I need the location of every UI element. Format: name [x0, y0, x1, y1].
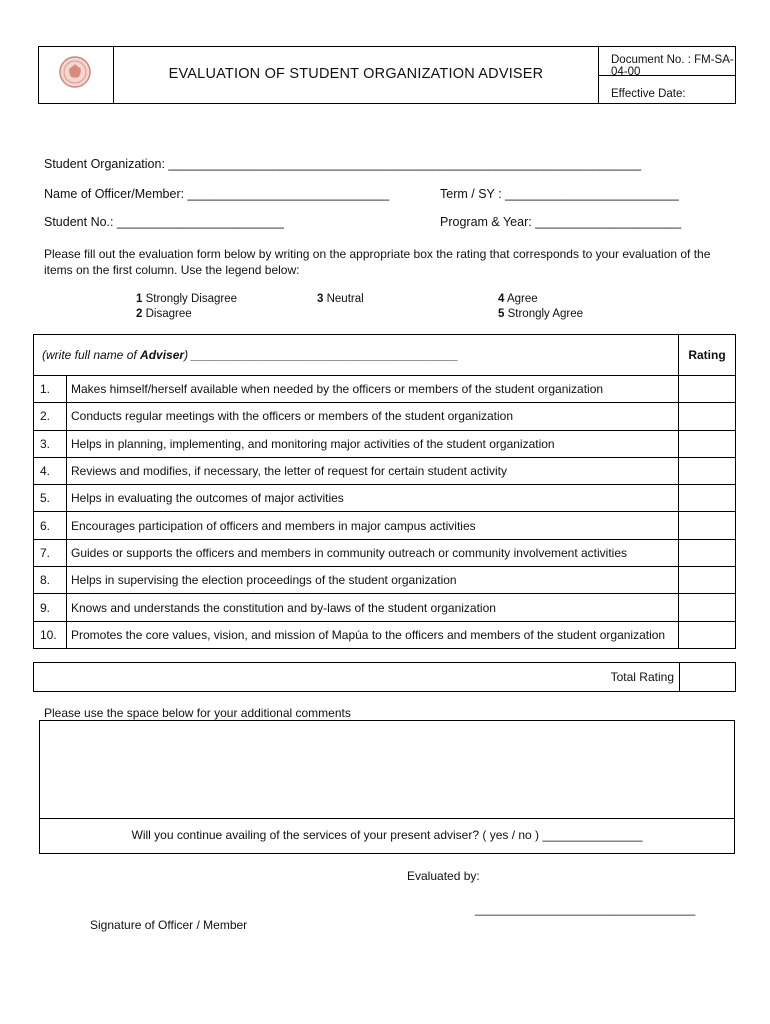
- comments-label: Please use the space below for your additional comments: [44, 706, 351, 720]
- table-row: [34, 539, 736, 566]
- rating-input-cell[interactable]: [679, 457, 736, 484]
- table-row: [34, 430, 736, 457]
- legend-col-1: [136, 292, 237, 322]
- legend-item: 1 Strongly Disagree: [136, 293, 238, 305]
- student-no-field[interactable]: Student No.: ________________________: [44, 215, 284, 229]
- rating-input-cell[interactable]: [679, 567, 736, 594]
- item-number: 9.: [34, 594, 67, 621]
- adviser-name-cell[interactable]: (write full name of Adviser) ________________________________________: [34, 335, 679, 376]
- table-row: [34, 376, 736, 403]
- legend-col-3: [498, 292, 583, 322]
- item-text: Conducts regular meetings with the officers or members of the student organization: [67, 403, 679, 430]
- item-text: Promotes the core values, vision, and mission of Mapúa to the officers and members of the student organization: [67, 621, 679, 648]
- total-rating-row: [33, 662, 736, 690]
- evaluated-by-label: Evaluated by:: [407, 869, 480, 883]
- legend-item: 4 Agree: [498, 293, 538, 305]
- total-rating-label: Total Rating: [610, 670, 674, 684]
- comments-divider: [40, 818, 734, 819]
- legend-col-2: [317, 292, 364, 307]
- legend-item: 2 Disagree: [136, 308, 192, 320]
- comments-box[interactable]: [39, 720, 735, 854]
- item-number: 3.: [34, 430, 67, 457]
- rating-input-cell[interactable]: [679, 512, 736, 539]
- rating-input-cell[interactable]: [679, 430, 736, 457]
- item-text: Encourages participation of officers and members in major campus activities: [67, 512, 679, 539]
- rating-input-cell[interactable]: [679, 594, 736, 621]
- table-row: [34, 403, 736, 430]
- table-row: [34, 485, 736, 512]
- program-year-field[interactable]: Program & Year: _____________________: [440, 215, 682, 229]
- total-rating-label-cell: [33, 662, 680, 692]
- form-title: EVALUATION OF STUDENT ORGANIZATION ADVISER: [168, 66, 544, 82]
- item-number: 5.: [34, 485, 67, 512]
- table-row: [34, 621, 736, 648]
- signature-label: Signature of Officer / Member: [90, 918, 248, 932]
- officer-name-field[interactable]: Name of Officer/Member: _____________________________: [44, 187, 390, 201]
- item-number: 2.: [34, 403, 67, 430]
- item-text: Reviews and modifies, if necessary, the letter of request for certain student activity: [67, 457, 679, 484]
- rating-header: Rating: [679, 335, 736, 376]
- item-number: 1.: [34, 376, 67, 403]
- item-text: Knows and understands the constitution and by-laws of the student organization: [67, 594, 679, 621]
- document-number-cell: [599, 47, 735, 76]
- table-header-row: [34, 335, 736, 376]
- item-number: 7.: [34, 539, 67, 566]
- effective-date-label: Effective Date:: [611, 88, 686, 100]
- legend-item: 5 Strongly Agree: [498, 308, 584, 320]
- signature-line[interactable]: _________________________________: [475, 902, 696, 916]
- rating-input-cell[interactable]: [679, 485, 736, 512]
- table-row: [34, 567, 736, 594]
- document-number: Document No. : FM-SA-04-00: [611, 54, 734, 78]
- effective-date-cell: [599, 76, 735, 103]
- rating-input-cell[interactable]: [679, 539, 736, 566]
- item-number: 10.: [34, 621, 67, 648]
- table-row: [34, 512, 736, 539]
- item-number: 8.: [34, 567, 67, 594]
- institution-seal-icon: [39, 47, 113, 103]
- item-text: Makes himself/herself available when needed by the officers or members of the student organization: [67, 376, 679, 403]
- rating-input-cell[interactable]: [679, 621, 736, 648]
- item-text: Helps in supervising the election proceedings of the student organization: [67, 567, 679, 594]
- item-text: Guides or supports the officers and members in community outreach or community involvement activities: [67, 539, 679, 566]
- instructions-text: Please fill out the evaluation form below by writing on the appropriate box the rating that corresponds to your evaluation of the items on the first column. Use the legend below:: [44, 247, 711, 277]
- document-header: [38, 46, 736, 104]
- total-rating-input[interactable]: [679, 662, 736, 692]
- student-organization-field[interactable]: Student Organization: ____________________________________________________________________: [44, 157, 642, 171]
- table-row: [34, 594, 736, 621]
- item-number: 6.: [34, 512, 67, 539]
- legend-item: 3 Neutral: [317, 293, 364, 305]
- table-row: [34, 457, 736, 484]
- continue-question[interactable]: Will you continue availing of the services of your present adviser? ( yes / no ) _______________: [131, 828, 643, 842]
- rating-table: [33, 334, 736, 649]
- logo-cell: [39, 47, 114, 103]
- rating-input-cell[interactable]: [679, 376, 736, 403]
- item-text: Helps in evaluating the outcomes of major activities: [67, 485, 679, 512]
- item-number: 4.: [34, 457, 67, 484]
- rating-input-cell[interactable]: [679, 403, 736, 430]
- title-cell: [114, 47, 599, 103]
- term-sy-field[interactable]: Term / SY : _________________________: [440, 187, 679, 201]
- item-text: Helps in planning, implementing, and monitoring major activities of the student organization: [67, 430, 679, 457]
